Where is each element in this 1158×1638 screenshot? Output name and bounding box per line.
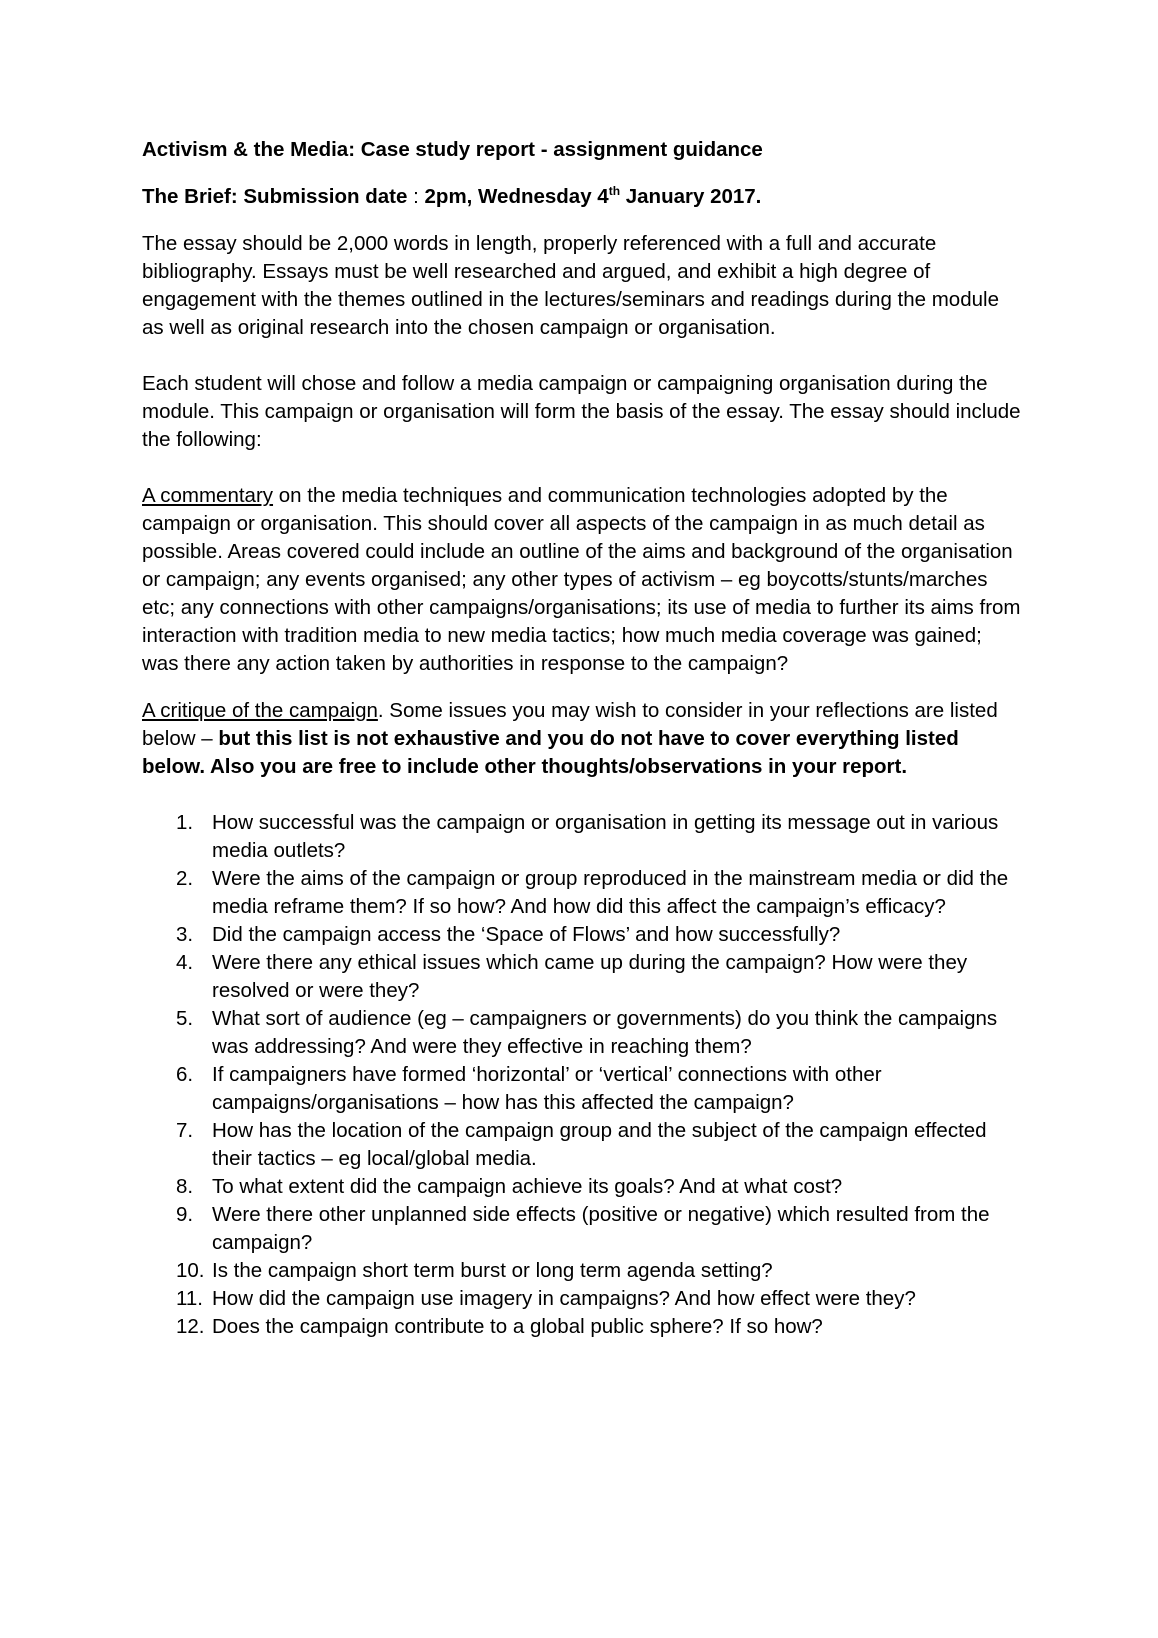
list-item-text: Does the campaign contribute to a global public sphere? If so how? bbox=[212, 1315, 823, 1338]
brief-line bbox=[142, 183, 1022, 211]
document-title: Activism & the Media: Case study report - assignment guidance bbox=[142, 138, 763, 161]
commentary-paragraph bbox=[142, 482, 1022, 678]
list-item bbox=[142, 865, 1022, 921]
list-item bbox=[142, 809, 1022, 865]
list-item-number: 6. bbox=[176, 1063, 194, 1086]
list-item-text: How has the location of the campaign group and the subject of the campaign effected their tactics – eg local/global media. bbox=[212, 1119, 987, 1170]
submission-date bbox=[425, 185, 762, 208]
list-item-number: 12. bbox=[176, 1315, 205, 1338]
list-item-text: What sort of audience (eg – campaigners or governments) do you think the campaigns was addressing? And were they effective in reaching them? bbox=[212, 1007, 998, 1058]
list-item-text: Were the aims of the campaign or group reproduced in the mainstream media or did the media reframe them? If so how? And how did this affect the campaign’s efficacy? bbox=[212, 867, 1009, 918]
list-item-number: 10. bbox=[176, 1259, 205, 1282]
critique-text: . Some issues you may wish to consider in your reflections are listed below – bbox=[142, 699, 998, 750]
list-item bbox=[142, 1257, 1022, 1285]
document-page bbox=[142, 136, 1022, 1341]
list-item bbox=[142, 1313, 1022, 1341]
question-list bbox=[142, 809, 1022, 1341]
critique-bold-note: but this list is not exhaustive and you do not have to cover everything listed below. Also you are free to include other thoughts/observations in your report. bbox=[142, 727, 959, 778]
date-prefix: 2pm, Wednesday 4 bbox=[424, 185, 609, 208]
date-rest: January 2017. bbox=[620, 185, 762, 208]
list-item bbox=[142, 921, 1022, 949]
brief-label: The Brief: Submission date bbox=[142, 185, 408, 208]
list-item-text: To what extent did the campaign achieve its goals? And at what cost? bbox=[212, 1175, 843, 1198]
list-item bbox=[142, 1173, 1022, 1201]
list-item-number: 4. bbox=[176, 951, 194, 974]
list-item-text: Did the campaign access the ‘Space of Flows’ and how successfully? bbox=[212, 923, 841, 946]
list-item-number: 8. bbox=[176, 1175, 194, 1198]
list-item-text: If campaigners have formed ‘horizontal’ or ‘vertical’ connections with other campaigns/organisations – how has this affected the campaign? bbox=[212, 1063, 882, 1114]
brief-separator: : bbox=[413, 185, 419, 208]
list-item-number: 9. bbox=[176, 1203, 194, 1226]
list-item-number: 3. bbox=[176, 923, 194, 946]
list-item-number: 11. bbox=[176, 1287, 203, 1310]
commentary-heading: A commentary bbox=[142, 484, 274, 507]
list-item-text: Were there other unplanned side effects (positive or negative) which resulted from the campaign? bbox=[212, 1203, 990, 1254]
critique-heading: A critique of the campaign bbox=[142, 699, 378, 722]
list-item-text: Were there any ethical issues which came up during the campaign? How were they resolved or were they? bbox=[212, 951, 968, 1002]
critique-paragraph bbox=[142, 697, 1022, 781]
choice-paragraph: Each student will chose and follow a media campaign or campaigning organisation during the module. This campaign or organisation will form the basis of the essay. The essay should include the following: bbox=[142, 372, 1021, 451]
intro-paragraph: The essay should be 2,000 words in length, properly referenced with a full and accurate bibliography. Essays must be well researched and argued, and exhibit a high degree of engagement with the themes outlined in the lectures/seminars and readings during the module as well as original research into the chosen campaign or organisation. bbox=[142, 232, 999, 339]
list-item bbox=[142, 1061, 1022, 1117]
list-item bbox=[142, 949, 1022, 1005]
list-item-text: How successful was the campaign or organisation in getting its message out in various media outlets? bbox=[212, 811, 999, 862]
date-ordinal: th bbox=[608, 184, 621, 198]
list-item-number: 7. bbox=[176, 1119, 194, 1142]
list-item-text: Is the campaign short term burst or long term agenda setting? bbox=[212, 1259, 773, 1282]
list-item-number: 2. bbox=[176, 867, 194, 890]
commentary-text: on the media techniques and communication technologies adopted by the campaign or organisation. This should cover all aspects of the campaign in as much detail as possible. Areas covered could include an outline of the aims and background of the organisation or campaign; any events organised; any other types of activism – eg boycotts/stunts/marches etc; any connections with other campaigns/organisations; its use of media to further its aims from interaction with tradition media to new media tactics; how much media coverage was gained; was there any action taken by authorities in response to the campaign? bbox=[142, 484, 1021, 675]
list-item-number: 1. bbox=[176, 811, 194, 834]
list-item bbox=[142, 1005, 1022, 1061]
list-item bbox=[142, 1201, 1022, 1257]
list-item-number: 5. bbox=[176, 1007, 194, 1030]
list-item-text: How did the campaign use imagery in campaigns? And how effect were they? bbox=[212, 1287, 916, 1310]
list-item bbox=[142, 1117, 1022, 1173]
list-item bbox=[142, 1285, 1022, 1313]
